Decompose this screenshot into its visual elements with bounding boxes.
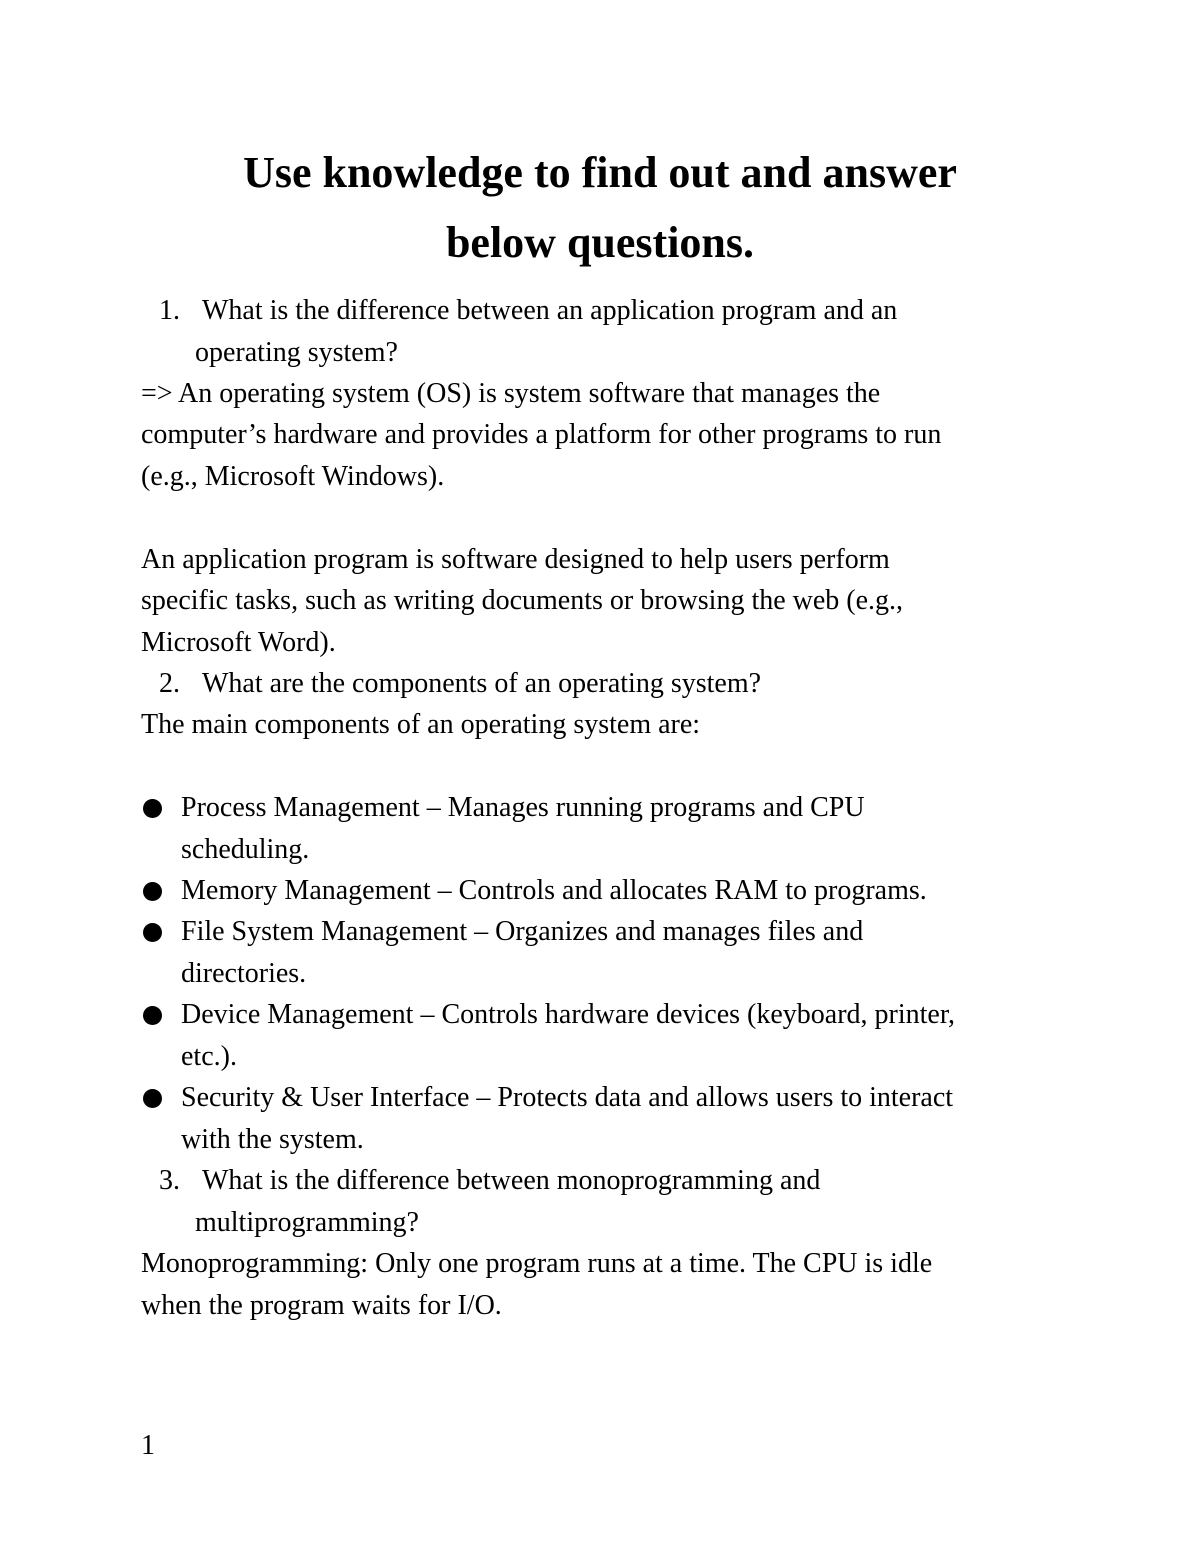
component-4-line-1: Device Management – Controls hardware devices (keyboard, printer,: [181, 999, 956, 1030]
answer-1-os-line-1: => An operating system (OS) is system software that manages the: [141, 378, 881, 409]
answer-1-app-line-1: An application program is software designed to help users perform: [141, 544, 890, 575]
answer-1-os-line-2: computer’s hardware and provides a platform for other programs to run: [141, 419, 942, 450]
title-line-1: Use knowledge to find out and answer: [243, 148, 957, 197]
answer-3-line-2: when the program waits for I/O.: [141, 1290, 502, 1321]
component-1-line-2: scheduling.: [181, 834, 310, 865]
question-3-number: 3.: [159, 1165, 180, 1196]
answer-1-app-line-3: Microsoft Word).: [141, 627, 336, 658]
question-2-line-1: What are the components of an operating system?: [202, 668, 762, 699]
component-1-line-1: Process Management – Manages running programs and CPU: [181, 792, 865, 823]
component-5-line-1: Security & User Interface – Protects data and allows users to interact: [181, 1082, 954, 1113]
bullet-icon: [143, 1006, 162, 1025]
bullet-icon: [143, 799, 162, 818]
question-3-line-2: multiprogramming?: [195, 1207, 419, 1238]
question-1-number: 1.: [159, 295, 180, 326]
question-3-line-1: What is the difference between monoprogramming and: [202, 1165, 821, 1196]
answer-1-os-line-3: (e.g., Microsoft Windows).: [141, 461, 445, 492]
answer-3-line-1: Monoprogramming: Only one program runs at a time. The CPU is idle: [141, 1248, 933, 1279]
page-title: [0, 138, 1200, 278]
component-5-line-2: with the system.: [181, 1124, 364, 1155]
component-4-line-2: etc.).: [181, 1041, 237, 1072]
answer-1-app-line-2: specific tasks, such as writing documents or browsing the web (e.g.,: [141, 585, 904, 616]
bullet-icon: [143, 882, 162, 901]
question-1-line-1: What is the difference between an application program and an: [202, 295, 898, 326]
answer-2-intro: The main components of an operating system are:: [141, 709, 701, 740]
question-2-number: 2.: [159, 668, 180, 699]
title-line-2: below questions.: [445, 218, 755, 267]
component-2-line-1: Memory Management – Controls and allocates RAM to programs.: [181, 875, 927, 906]
page-number: 1: [141, 1430, 155, 1461]
bullet-icon: [143, 1089, 162, 1108]
component-3-line-2: directories.: [181, 958, 307, 989]
question-1-line-2: operating system?: [195, 337, 398, 368]
bullet-icon: [143, 923, 162, 942]
component-3-line-1: File System Management – Organizes and manages files and: [181, 916, 864, 947]
